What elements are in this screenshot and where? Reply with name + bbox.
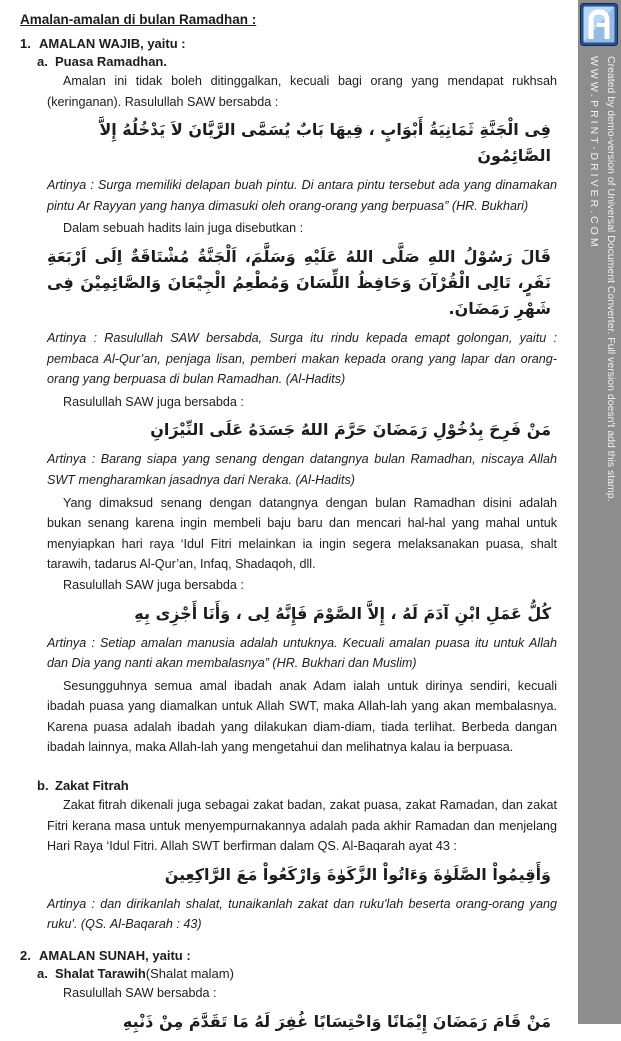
subsection-1b-letter: b. — [37, 778, 49, 794]
translation-hadith-2: Artinya : Rasulullah SAW bersabda, Surga itu rindu kepada emapt golongan, yaitu : pembaca Al-Qur’an, penjaga lisan, pemberi makan kepada orang yang lapar dan orang-orang yang berpuasa di bulan Ramadhan. (Al-Hadits) — [47, 330, 557, 387]
watermark-text: Created by demo-version of Universal Document Converter. Full version doesn't add this stamp. — [605, 56, 617, 502]
subsection-2a-heading-rest: (Shalat malam) — [145, 966, 234, 982]
paragraph-bersabda-2: Rasulullah SAW juga bersabda : — [63, 577, 244, 592]
section-1-heading — [20, 36, 557, 51]
paragraph-penjelasan-2: Sesungguhnya semua amal ibadah anak Adam ialah untuk dirinya sendiri, kecuali ibadah puasa yang diamalkan untuk Allah SWT, maka Allah-lah yang akan membalasnya. Karena puasa adalah ibadah yang dilakukan diam-diam, tiada terlihat. Berbeda dangan ibadah lainnya, maka Allah-lah yang mengetahui dan melihatnya kalau ia berpuasa. — [47, 678, 557, 755]
arabic-hadith-2: قَالَ رَسُوْلُ اللهِ صَلَّى اللهُ عَلَيْهِ وَسَلَّمَ، اَلْجَنَّةُ مُشْتَاقَةٌ اِلَى اَرْبَعَةِ نَفَرٍ، تَالِى الْقُرْآنَ وَحَافِظُ اللِّسَانَ وَمُطْعِمُ الْجِيْعَانَ وَالصَّائِمِيْنَ فِى شَهْرِ رَمَضَانَ. — [47, 246, 551, 318]
paragraph-bersabda-1: Rasulullah SAW juga bersabda : — [63, 394, 244, 409]
watermark-strip — [578, 0, 621, 1024]
arabic-hadith-tarawih: مَنْ قَامَ رَمَضَانَ إِيْمَانًا وَاحْتِسَابًا غُفِرَ لَهُ مَا تَقَدَّمَ مِنْ ذَنْبِهِ — [122, 1011, 551, 1031]
arabic-hadith-3: مَنْ فَرِحَ بِدُخُوْلِ رَمَضَانَ حَرَّمَ اللهُ جَسَدَهُ عَلَى النِّيْرَانِ — [150, 420, 551, 440]
subsection-1a-letter: a. — [37, 54, 48, 69]
subsection-1b-body — [47, 795, 557, 935]
arabic-quran-verse: وَأَقِيمُواْ الصَّلَوٰةَ وَءَاتُواْ الزَّكَوٰةَ وَارْكَعُواْ مَعَ الرَّاكِعِينَ — [164, 864, 551, 884]
section-2-heading — [20, 948, 557, 963]
subsection-1a-heading — [37, 54, 557, 69]
arabic-hadith-4: كُلُّ عَمَلِ ابْنِ آدَمَ لَهُ ، إِلاَّ الصَّوْمَ فَإِنَّهُ لِى ، وَأَنَا أَجْزِى بِهِ — [134, 603, 551, 623]
translation-hadith-3: Artinya : Barang siapa yang senang dengan datangnya bulan Ramadhan, niscaya Allah SWT mengharamkan jasadnya dari Neraka. (Al-Hadits) — [47, 452, 557, 487]
section-2-number: 2. — [20, 948, 31, 964]
paragraph-intro-puasa: Amalan ini tidak boleh ditinggalkan, kecuali bagi orang yang mendapat rukhsah (keringanan). Rasulullah SAW bersabda : — [47, 74, 557, 109]
arabic-hadith-1: فِى الْجَنَّةِ ثَمَانِيَةُ أَبْوَابٍ ، فِيهَا بَابٌ يُسَمَّى الرَّيَّانَ لاَ يَدْخُلُهُ إِلاَّ الصَّائِمُونَ — [99, 120, 551, 166]
section-1-heading-text: AMALAN WAJIB, yaitu : — [39, 36, 186, 51]
subsection-1a-body — [47, 71, 557, 758]
translation-hadith-1: Artinya : Surga memiliki delapan buah pintu. Di antara pintu tersebut ada yang dinamakan pintu Ar Rayyan yang hanya dimasuki oleh orang-orang yang berpuasa” (HR. Bukhari) — [47, 178, 557, 213]
subsection-2a-body — [47, 983, 557, 1040]
subsection-1a-heading-text: Puasa Ramadhan. — [55, 54, 167, 69]
paragraph-penjelasan-1: Yang dimaksud senang dengan datangnya dengan bulan Ramadhan disini adalah bukan senang karena ingin membeli baju baru dan mencari hal-hal yang mahal untuk menyiapkan hari raya ‘Idul Fitri melainkan ia ingin segera melaksanakan puasa, shalt tarawih, tadarus Al-Qur’an, Infaq, Shadaqoh, dll. — [47, 495, 557, 572]
document-page — [20, 8, 557, 1041]
translation-hadith-4: Artinya : Setiap amalan manusia adalah untuknya. Kecuali amalan puasa itu untuk Allah dan Dia yang nanti akan membalasnya” (HR. Bukhari dan Muslim) — [47, 635, 557, 671]
section-1-number: 1. — [20, 36, 31, 51]
subsection-2a-letter: a. — [37, 966, 48, 982]
page-title: Amalan-amalan di bulan Ramadhan : — [20, 12, 257, 27]
subsection-2a-heading — [37, 966, 557, 981]
paragraph-hadits-lain: Dalam sebuah hadits lain juga disebutkan : — [63, 221, 304, 236]
watermark-url: WWW.PRINT-DRIVER.COM — [588, 56, 600, 250]
section-2-heading-text: AMALAN SUNAH, yaitu : — [39, 948, 191, 964]
universal-document-converter-logo-icon — [580, 3, 618, 46]
subsection-1b-heading — [37, 778, 557, 793]
subsection-1b-heading-text: Zakat Fitrah — [55, 778, 129, 794]
paragraph-bersabda-tarawih: Rasulullah SAW bersabda : — [63, 986, 217, 1001]
paragraph-intro-zakat: Zakat fitrah dikenali juga sebagai zakat badan, zakat puasa, zakat Ramadan, dan zakat Fitri kerana masa untuk menyempurnakannya adalah pada akhir Ramadan dan menjelang Hari Raya ‘Idul Fitri. Allah SWT berfirman dalam QS. Al-Baqarah ayat 43 : — [47, 798, 557, 854]
subsection-2a-heading-bold: Shalat Tarawih — [55, 966, 146, 982]
translation-quran-verse: Artinya : dan dirikanlah shalat, tunaikanlah zakat dan ruku'lah beserta orang-orang yang ruku'. (QS. Al-Baqarah : 43) — [47, 896, 557, 932]
